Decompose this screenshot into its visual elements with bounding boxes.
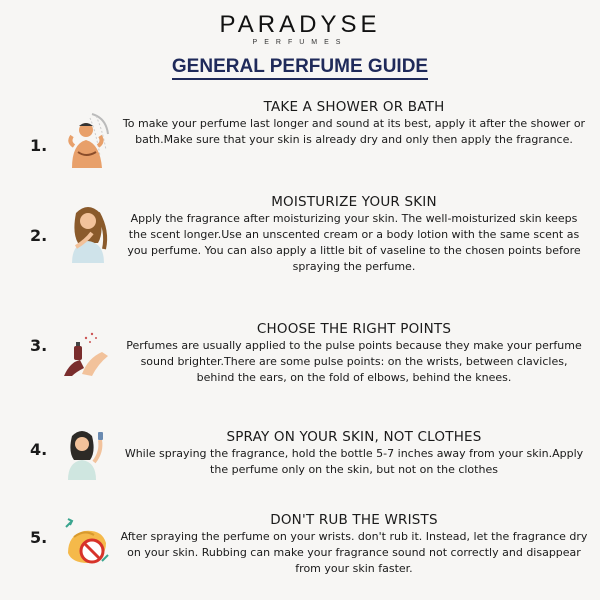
spray-wrist-illustration-icon — [62, 324, 114, 380]
step-title: TAKE A SHOWER OR BATH — [263, 99, 445, 115]
page-title — [0, 56, 600, 78]
step-body: Apply the fragrance after moisturizing your skin. The well-moisturized skin keeps the scent longer.Use an unscented cream or a body lotion with the same scent as you perfume. You can also apply a little bit of vaseline to the chosen points before spraying the perfume. — [127, 212, 581, 273]
step-number: 4. — [30, 440, 48, 459]
step-number: 2. — [30, 226, 48, 245]
step-number: 5. — [30, 528, 48, 547]
step-number: 1. — [30, 136, 48, 155]
step-number: 3. — [30, 336, 48, 355]
step-body: After spraying the perfume on your wrists. don't rub it. Instead, let the fragrance dry on your skin. Rubbing can make your fragrance sound not correctly and disappear from your skin faster. — [120, 530, 588, 575]
brand-logo — [0, 12, 600, 46]
step-title: SPRAY ON YOUR SKIN, NOT CLOTHES — [226, 429, 482, 445]
step-body: To make your perfume last longer and sound at its best, apply it after the shower or bath.Make sure that your skin is already dry and only then apply the fragrance. — [122, 117, 586, 146]
step-text — [120, 320, 588, 386]
step-text — [120, 511, 588, 577]
step-title: MOISTURIZE YOUR SKIN — [271, 194, 437, 210]
spray-skin-illustration-icon — [62, 428, 114, 484]
step-title: CHOOSE THE RIGHT POINTS — [256, 321, 452, 337]
step-title: DON'T RUB THE WRISTS — [270, 512, 438, 528]
step-body: Perfumes are usually applied to the pulse points because they make your perfume sound brighter.There are some pulse points: on the wrists, between clavicles, behind the ears, on the fold of elbows, behind the knees. — [126, 339, 582, 384]
step-text — [120, 98, 588, 148]
moisturize-illustration-icon — [62, 203, 114, 259]
brand-name: PARADYSE — [219, 11, 381, 38]
page-title-text: GENERAL PERFUME GUIDE — [172, 56, 428, 80]
brand-subtitle: PERFUMES — [252, 39, 348, 46]
no-rub-illustration-icon — [62, 513, 114, 569]
step-text — [120, 428, 588, 478]
shower-illustration-icon — [62, 112, 114, 168]
step-body: While spraying the fragrance, hold the bottle 5-7 inches away from your skin.Apply the perfume only on the skin, but not on the clothes — [124, 447, 584, 476]
step-text — [120, 193, 588, 275]
